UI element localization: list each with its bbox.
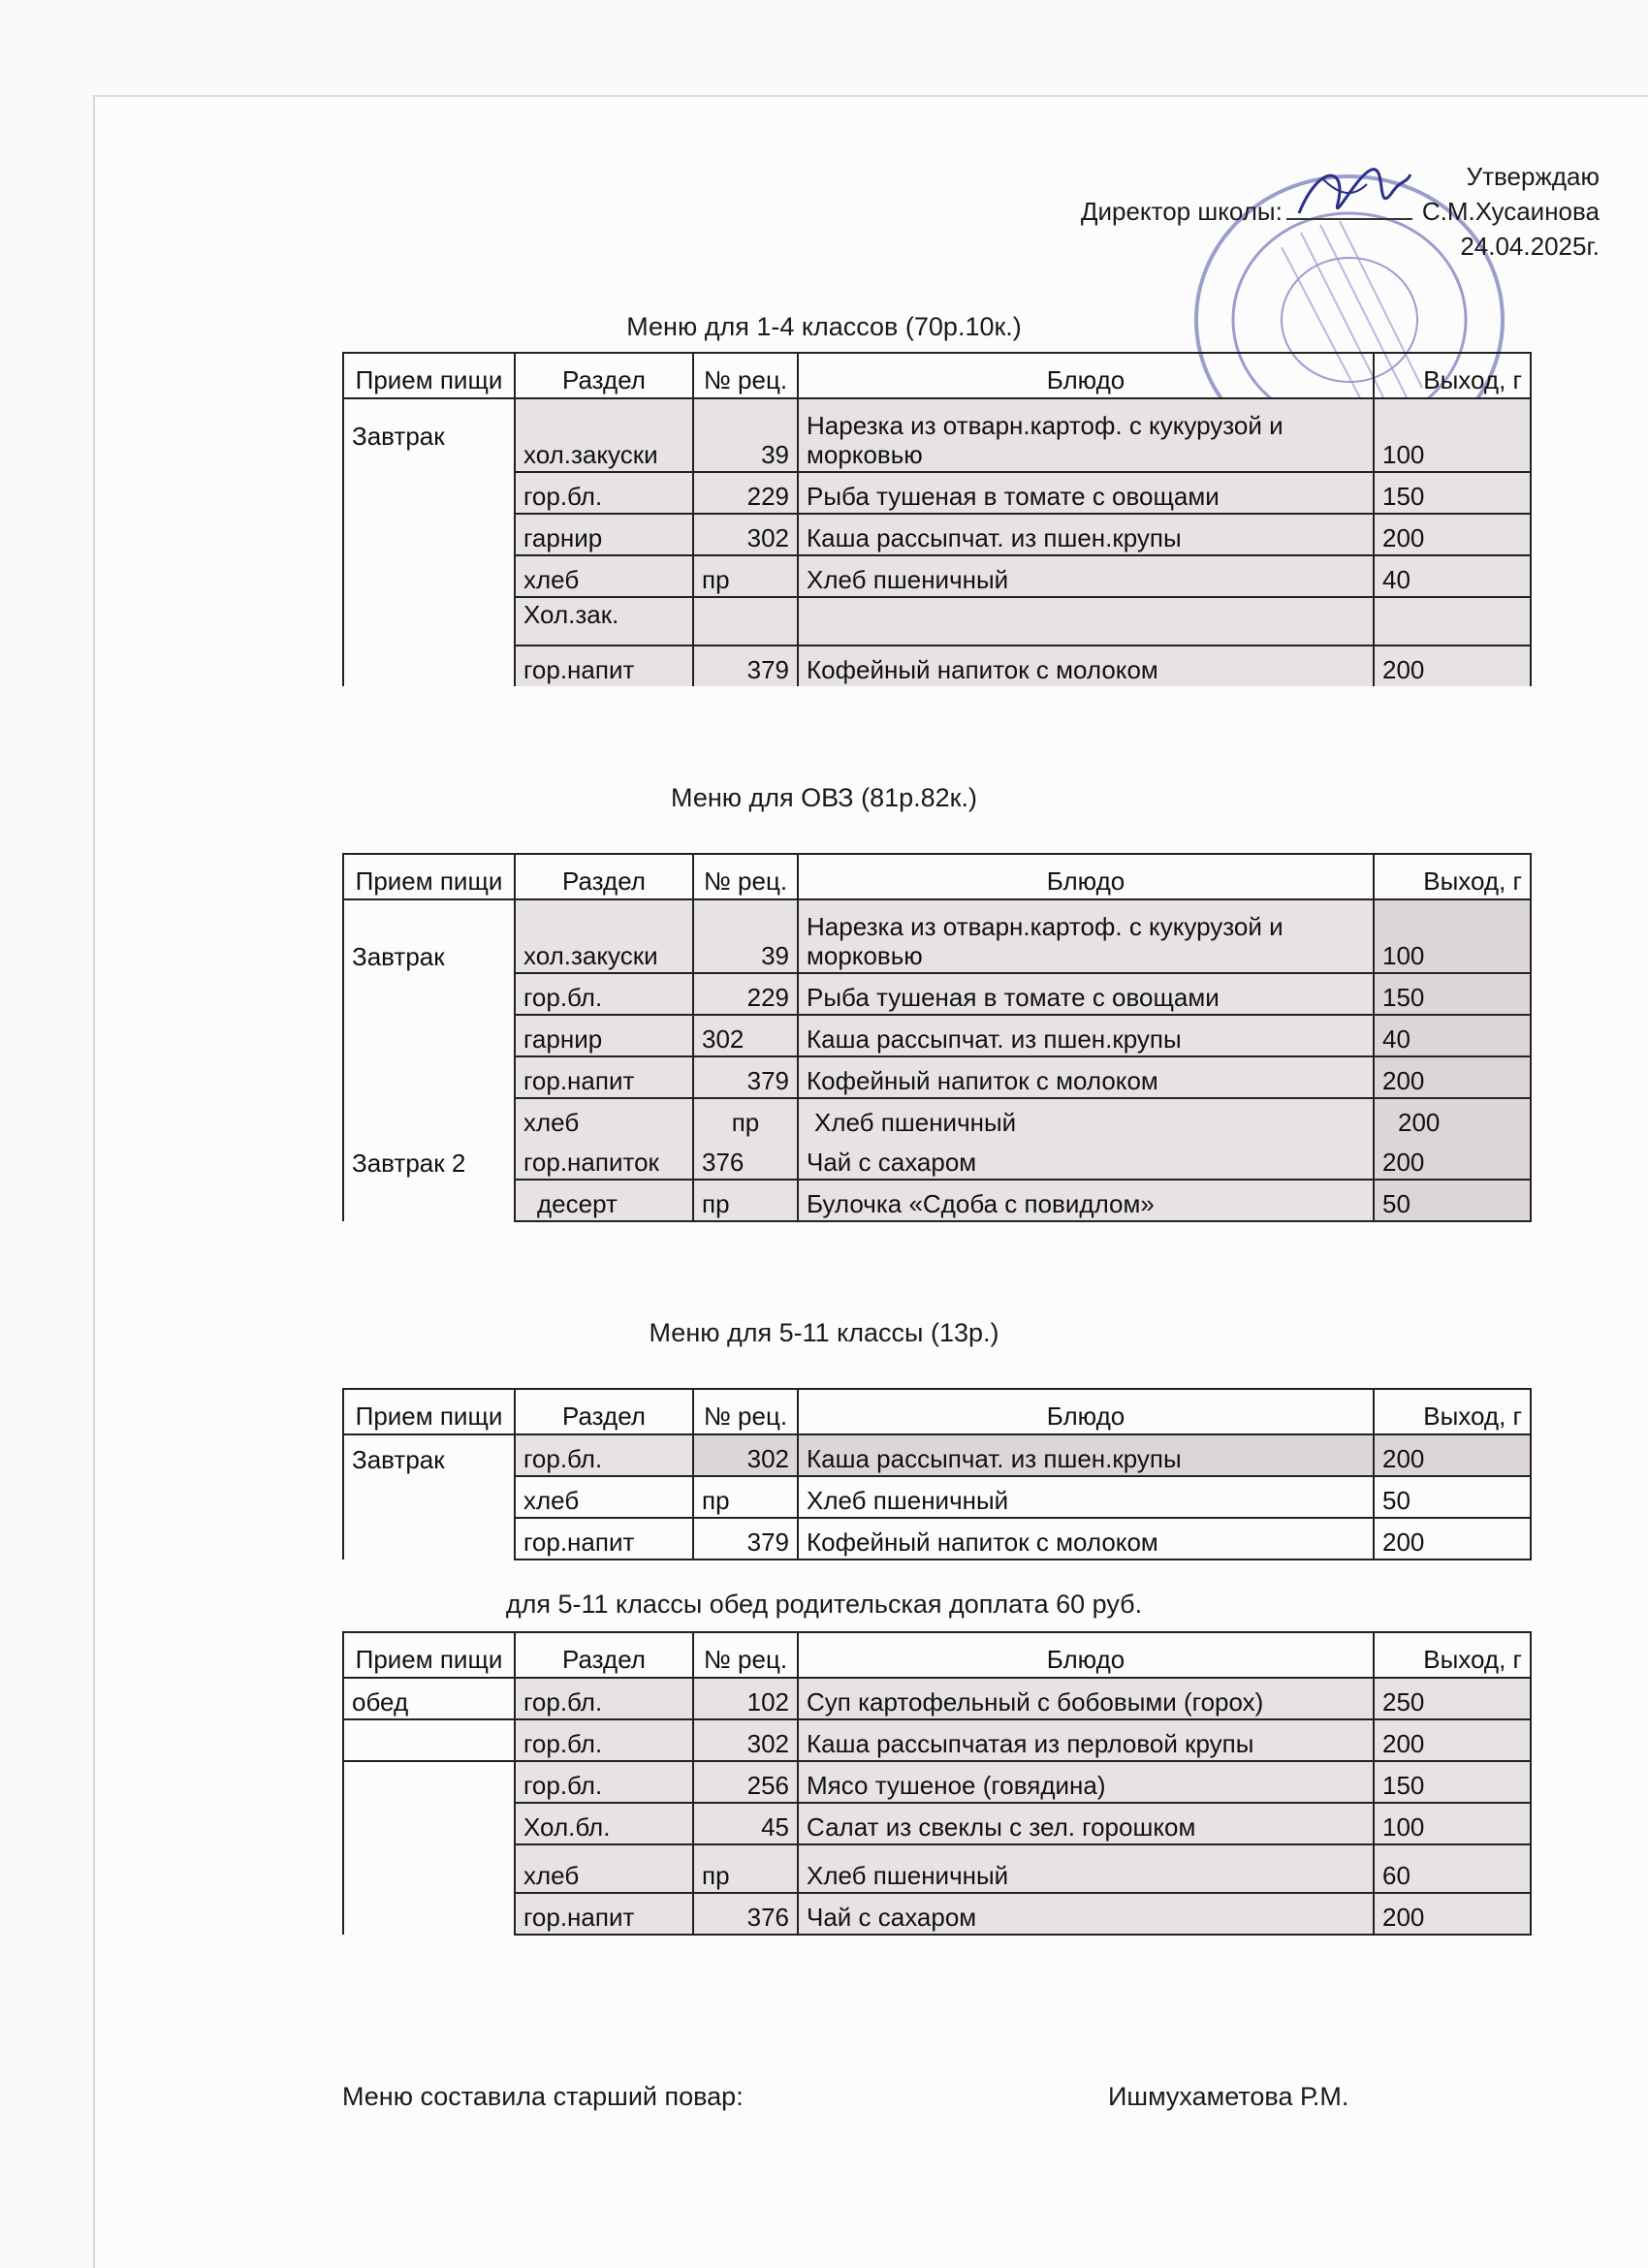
table-row: [343, 1476, 1531, 1518]
section-cell: гор.напит: [515, 646, 693, 686]
header-meal: Прием пищи: [343, 1632, 515, 1678]
meal-empty: [343, 1476, 515, 1518]
header-section: Раздел: [515, 854, 693, 899]
header-dish: Блюдо: [798, 854, 1374, 899]
yield-cell: 200: [1374, 514, 1531, 555]
table-row: [343, 1518, 1531, 1559]
table-row: [343, 973, 1531, 1015]
approval-date: 24.04.2025г.: [1460, 232, 1600, 261]
section-cell: хлеб: [515, 1476, 693, 1518]
meal-empty: [343, 514, 515, 555]
yield-cell: 40: [1374, 555, 1531, 597]
yield-cell: 100: [1374, 1803, 1531, 1844]
footer-name: Ишмухаметова Р.М.: [1108, 2082, 1349, 2111]
recipe-cell: пр: [693, 1180, 798, 1221]
menu-2-table: [342, 853, 1532, 1222]
section-cell: гор.бл.: [515, 472, 693, 514]
meal-empty: [343, 1056, 515, 1098]
meal-empty: [343, 1803, 515, 1844]
meal-empty: [343, 1844, 515, 1893]
dish-cell: Кофейный напиток с молоком: [798, 646, 1374, 686]
table-header: [343, 1632, 1531, 1678]
dish-cell: Хлеб пшеничный: [798, 555, 1374, 597]
recipe-cell: пр: [693, 1844, 798, 1893]
dish-cell: Каша рассыпчат. из пшен.крупы: [798, 514, 1374, 555]
recipe-cell: 302: [693, 514, 798, 555]
section-cell: хол.закуски: [515, 899, 693, 973]
menu-3-title: Меню для 5-11 классы (13р.): [649, 1318, 999, 1347]
yield-cell: 250: [1374, 1678, 1531, 1719]
header-recipe: № рец.: [693, 854, 798, 899]
table-row: [343, 398, 1531, 472]
director-label: Директор школы:: [1080, 197, 1283, 226]
meal-name: [343, 1098, 515, 1180]
recipe-cell: 302: [693, 1015, 798, 1056]
menu-3-table: [342, 1388, 1532, 1560]
meal-empty: [343, 1180, 515, 1221]
header-section: Раздел: [515, 1632, 693, 1678]
dish-cell: Мясо тушеное (говядина): [798, 1761, 1374, 1803]
header-recipe: № рец.: [693, 353, 798, 398]
dish-cell: Каша рассыпчатая из перловой крупы: [798, 1719, 1374, 1761]
dish-cell: Суп картофельный с бобовыми (горох): [798, 1678, 1374, 1719]
dish-cell: Булочка «Сдоба с повидлом»: [798, 1180, 1374, 1221]
yield-cell: 200: [1374, 1139, 1531, 1180]
table-header: [343, 1389, 1531, 1434]
yield-cell: 200: [1374, 1893, 1531, 1935]
menu-4-title: для 5-11 классы обед родительская доплата 60 руб.: [505, 1590, 1143, 1619]
dish-cell: Каша рассыпчат. из пшен.крупы: [798, 1434, 1374, 1476]
recipe-cell: 379: [693, 1056, 798, 1098]
yield-cell: 100: [1374, 398, 1531, 472]
section-cell: хлеб: [515, 1844, 693, 1893]
recipe-cell: 39: [693, 398, 798, 472]
recipe-cell: 102: [693, 1678, 798, 1719]
meal-name: Завтрак: [343, 1434, 515, 1476]
recipe-cell: 39: [693, 899, 798, 973]
yield-cell: 200: [1374, 1719, 1531, 1761]
meal-empty: [343, 1015, 515, 1056]
director-line: [1081, 194, 1600, 229]
yield-cell: 50: [1374, 1180, 1531, 1221]
header-yield: Выход, г: [1374, 854, 1531, 899]
dish-cell: Каша рассыпчат. из пшен.крупы: [798, 1015, 1374, 1056]
recipe-cell: [693, 597, 798, 646]
meal-2-label: Завтрак 2: [352, 1149, 466, 1178]
menu-4-table: [342, 1631, 1532, 1936]
meal-empty: [343, 555, 515, 597]
meal-empty: [343, 1719, 515, 1761]
yield-cell: 150: [1374, 472, 1531, 514]
section-cell: гор.бл.: [515, 1434, 693, 1476]
menu-2-title: Меню для ОВЗ (81р.82к.): [671, 783, 977, 812]
table-row: [343, 1056, 1531, 1098]
header-dish: Блюдо: [798, 1632, 1374, 1678]
table-row: [343, 1098, 1531, 1139]
yield-cell: 40: [1374, 1015, 1531, 1056]
table-row: [343, 1844, 1531, 1893]
header-section: Раздел: [515, 353, 693, 398]
table-row: [343, 514, 1531, 555]
yield-cell: 200: [1374, 1518, 1531, 1559]
director-name: С.М.Хусаинова: [1421, 197, 1600, 226]
table-row: [343, 1139, 1531, 1180]
header-dish: Блюдо: [798, 1389, 1374, 1434]
recipe-cell: 229: [693, 472, 798, 514]
table-row: [343, 1893, 1531, 1935]
section-cell: хлеб: [515, 555, 693, 597]
meal-name: Завтрак: [343, 398, 515, 472]
header-dish: Блюдо: [798, 353, 1374, 398]
header-recipe: № рец.: [693, 1632, 798, 1678]
recipe-cell: 256: [693, 1761, 798, 1803]
header-section: Раздел: [515, 1389, 693, 1434]
signature-line: [1286, 195, 1412, 220]
recipe-cell: пр: [693, 1098, 798, 1139]
yield-cell: 60: [1374, 1844, 1531, 1893]
yield-cell: 200: [1374, 1434, 1531, 1476]
recipe-cell: 376: [693, 1139, 798, 1180]
table-header: [343, 854, 1531, 899]
section-cell: гор.напиток: [515, 1139, 693, 1180]
table-row: [343, 646, 1531, 686]
dish-cell: Салат из свеклы с зел. горошком: [798, 1803, 1374, 1844]
section-cell: гарнир: [515, 1015, 693, 1056]
yield-cell: 150: [1374, 1761, 1531, 1803]
approval-block: [1081, 159, 1600, 264]
header-meal: Прием пищи: [343, 1389, 515, 1434]
yield-cell: 150: [1374, 973, 1531, 1015]
table-row: [343, 1434, 1531, 1476]
dish-cell: Хлеб пшеничный: [798, 1098, 1374, 1139]
section-cell: десерт: [515, 1180, 693, 1221]
section-cell: Хол.бл.: [515, 1803, 693, 1844]
menu-1-table: [342, 352, 1532, 686]
dish-cell: [798, 597, 1374, 646]
meal-empty: [343, 1761, 515, 1803]
table-row: [343, 597, 1531, 646]
table-row: [343, 1015, 1531, 1056]
header-meal: Прием пищи: [343, 854, 515, 899]
recipe-cell: 45: [693, 1803, 798, 1844]
table-row: [343, 1180, 1531, 1221]
section-cell: гор.напит: [515, 1893, 693, 1935]
dish-cell: Чай с сахаром: [798, 1139, 1374, 1180]
section-cell: гор.напит: [515, 1056, 693, 1098]
section-cell: Хол.зак.: [515, 597, 693, 646]
table-row: [343, 472, 1531, 514]
recipe-cell: пр: [693, 1476, 798, 1518]
dish-cell: Нарезка из отварн.картоф. с кукурузой и морковью: [798, 398, 1374, 472]
meal-name: обед: [343, 1678, 515, 1719]
section-cell: гор.бл.: [515, 973, 693, 1015]
recipe-cell: 302: [693, 1434, 798, 1476]
meal-name: Завтрак: [343, 899, 515, 973]
recipe-cell: 229: [693, 973, 798, 1015]
dish-cell: Рыба тушеная в томате с овощами: [798, 472, 1374, 514]
dish-cell: Рыба тушеная в томате с овощами: [798, 973, 1374, 1015]
table-header: [343, 353, 1531, 398]
header-meal: Прием пищи: [343, 353, 515, 398]
yield-cell: [1374, 597, 1531, 646]
yield-cell: 200: [1374, 1098, 1531, 1139]
section-cell: гор.напит: [515, 1518, 693, 1559]
meal-empty: [343, 1518, 515, 1559]
meal-empty: [343, 973, 515, 1015]
table-row: [343, 1803, 1531, 1844]
yield-cell: 200: [1374, 646, 1531, 686]
yield-cell: 200: [1374, 1056, 1531, 1098]
table-row: [343, 1761, 1531, 1803]
dish-cell: Хлеб пшеничный: [798, 1844, 1374, 1893]
menu-1-title: Меню для 1-4 классов (70р.10к.): [626, 312, 1022, 341]
table-row: [343, 899, 1531, 973]
meal-empty: [343, 1893, 515, 1935]
header-yield: Выход, г: [1374, 1389, 1531, 1434]
yield-cell: 50: [1374, 1476, 1531, 1518]
table-row: [343, 1719, 1531, 1761]
section-cell: гор.бл.: [515, 1678, 693, 1719]
section-cell: гарнир: [515, 514, 693, 555]
dish-cell: Кофейный напиток с молоком: [798, 1518, 1374, 1559]
table-row: [343, 555, 1531, 597]
section-cell: хол.закуски: [515, 398, 693, 472]
header-recipe: № рец.: [693, 1389, 798, 1434]
yield-cell: 100: [1374, 899, 1531, 973]
dish-cell: Нарезка из отварн.картоф. с кукурузой и морковью: [798, 899, 1374, 973]
table-row: [343, 1678, 1531, 1719]
approve-title: Утверждаю: [1466, 162, 1600, 191]
dish-cell: Кофейный напиток с молоком: [798, 1056, 1374, 1098]
dish-cell: Хлеб пшеничный: [798, 1476, 1374, 1518]
footer-label: Меню составила старший повар:: [342, 2082, 744, 2111]
recipe-cell: пр: [693, 555, 798, 597]
header-yield: Выход, г: [1374, 353, 1531, 398]
section-cell: хлеб: [515, 1098, 693, 1139]
section-cell: гор.бл.: [515, 1761, 693, 1803]
header-yield: Выход, г: [1374, 1632, 1531, 1678]
recipe-cell: 376: [693, 1893, 798, 1935]
meal-empty: [343, 597, 515, 646]
recipe-cell: 379: [693, 646, 798, 686]
section-cell: гор.бл.: [515, 1719, 693, 1761]
meal-empty: [343, 472, 515, 514]
dish-cell: Чай с сахаром: [798, 1893, 1374, 1935]
meal-empty: [343, 646, 515, 686]
recipe-cell: 379: [693, 1518, 798, 1559]
recipe-cell: 302: [693, 1719, 798, 1761]
